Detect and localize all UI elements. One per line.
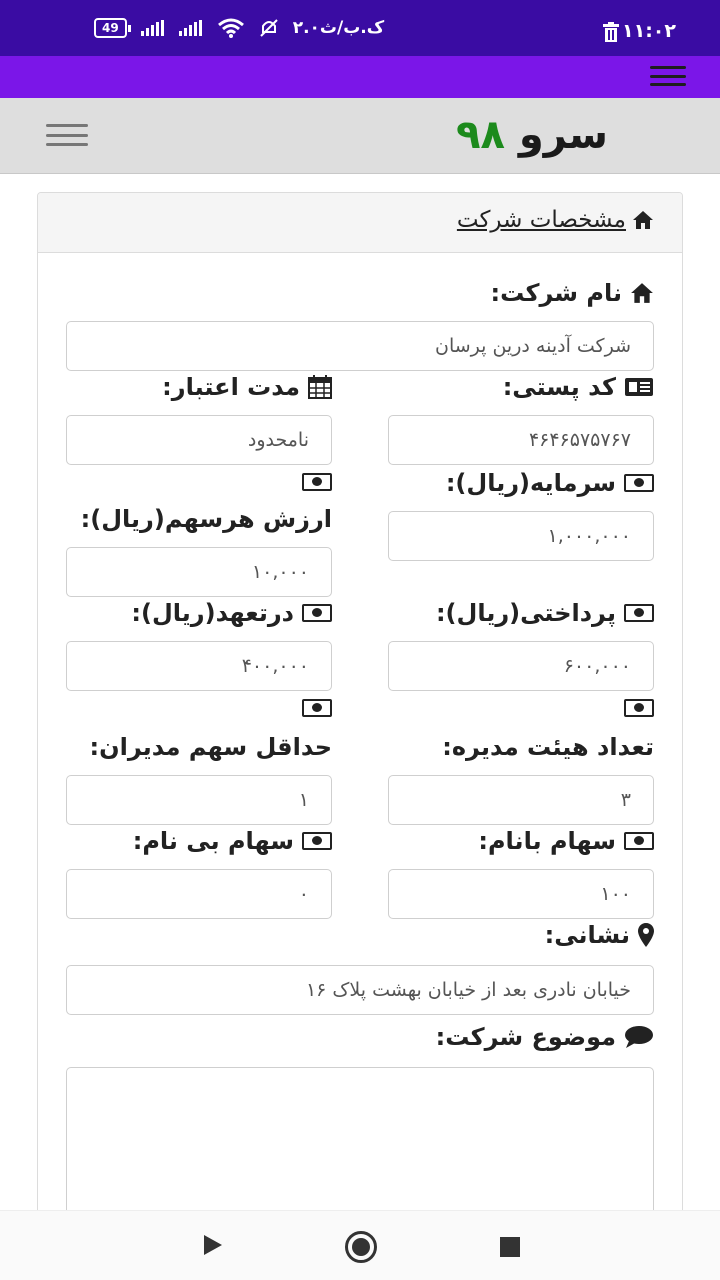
address-label-text: نشانی: — [544, 921, 630, 949]
clock: ۱۱:۰۲ — [622, 20, 676, 42]
validity-label-text: مدت اعتبار: — [162, 373, 300, 401]
subject-textarea[interactable] — [66, 1067, 654, 1232]
home-circle-icon[interactable] — [345, 1231, 377, 1263]
company-name-label — [491, 279, 654, 307]
share-value-field[interactable]: ۱۰,۰۰۰ — [66, 547, 332, 597]
comment-icon — [624, 1025, 654, 1049]
money-icon — [624, 474, 654, 492]
pledged-label — [131, 599, 332, 627]
named-shares-label-text: سهام بانام: — [478, 827, 616, 855]
share-value-label — [81, 505, 332, 533]
signal-icon — [179, 20, 203, 36]
recent-apps-icon[interactable] — [500, 1237, 520, 1257]
capital-field[interactable]: ۱,۰۰۰,۰۰۰ — [388, 511, 654, 561]
subject-label-text: موضوع شرکت: — [435, 1023, 616, 1051]
bearer-shares-label — [133, 827, 332, 855]
network-speed: ۲.۰ک.ب/ث — [292, 18, 385, 38]
board-count-label-text: تعداد هیئت مدیره: — [442, 733, 654, 761]
board-count-label — [442, 733, 654, 761]
postal-code-field[interactable]: ۴۶۴۶۵۷۵۷۶۷ — [388, 415, 654, 465]
validity-label — [162, 373, 332, 401]
min-director-share-field[interactable]: ۱ — [66, 775, 332, 825]
logo-number: ۹۸ — [456, 112, 505, 158]
panel-title[interactable] — [457, 207, 654, 233]
min-director-share-label — [90, 733, 332, 761]
menu-icon[interactable] — [46, 124, 88, 146]
panel-header — [38, 193, 682, 253]
status-icons-left — [94, 18, 384, 38]
money-icon — [624, 604, 654, 622]
address-label — [545, 921, 654, 949]
map-marker-icon — [638, 923, 654, 947]
bearer-shares-field[interactable]: ۰ — [66, 869, 332, 919]
paid-field[interactable]: ۶۰۰,۰۰۰ — [388, 641, 654, 691]
company-details-panel — [37, 192, 683, 1232]
wifi-icon — [217, 18, 245, 38]
capital-label-text: سرمایه(ریال): — [445, 469, 616, 497]
calendar-icon — [308, 375, 332, 399]
capital-label — [446, 469, 654, 497]
home-icon — [632, 210, 654, 230]
pledged-field[interactable]: ۴۰۰,۰۰۰ — [66, 641, 332, 691]
money-icon — [302, 604, 332, 622]
paid-label — [436, 599, 654, 627]
subject-label — [436, 1023, 654, 1051]
address-field[interactable]: خیابان نادری بعد از خیابان بهشت پلاک ۱۶ — [66, 965, 654, 1015]
id-card-icon — [624, 377, 654, 397]
logo[interactable] — [456, 112, 608, 158]
money-icon — [302, 473, 332, 491]
app-header — [0, 98, 720, 174]
home-icon — [630, 282, 654, 304]
top-nav-bar — [0, 56, 720, 98]
bearer-shares-label-text: سهام بی نام: — [132, 827, 294, 855]
board-count-field[interactable]: ۳ — [388, 775, 654, 825]
named-shares-label — [478, 827, 654, 855]
paid-label-text: پرداختی(ریال): — [435, 599, 616, 627]
pledged-label-text: درتعهد(ریال): — [131, 599, 294, 627]
postal-code-label — [503, 373, 654, 401]
min-director-share-label-text: حداقل سهم مدیران: — [89, 733, 332, 761]
named-shares-field[interactable]: ۱۰۰ — [388, 869, 654, 919]
money-icon — [624, 699, 654, 717]
status-bar — [0, 0, 720, 56]
back-icon[interactable] — [204, 1235, 222, 1255]
trash-icon — [602, 22, 620, 42]
postal-code-label-text: کد پستی: — [502, 373, 616, 401]
system-nav-bar — [0, 1210, 720, 1280]
company-name-field[interactable]: شرکت آدینه درین پرسان — [66, 321, 654, 371]
signal-icon — [141, 20, 165, 36]
battery-icon: 49 — [94, 18, 127, 38]
share-value-label-text: ارزش هرسهم(ریال): — [80, 505, 332, 533]
logo-word: سرو — [518, 112, 608, 158]
company-name-label-text: نام شرکت: — [490, 279, 622, 307]
money-icon — [624, 832, 654, 850]
money-icon — [302, 699, 332, 717]
mute-icon — [259, 18, 279, 38]
validity-field[interactable]: نامحدود — [66, 415, 332, 465]
panel-title-text: مشخصات شرکت — [456, 207, 626, 233]
menu-icon[interactable] — [650, 66, 686, 86]
money-icon — [302, 832, 332, 850]
